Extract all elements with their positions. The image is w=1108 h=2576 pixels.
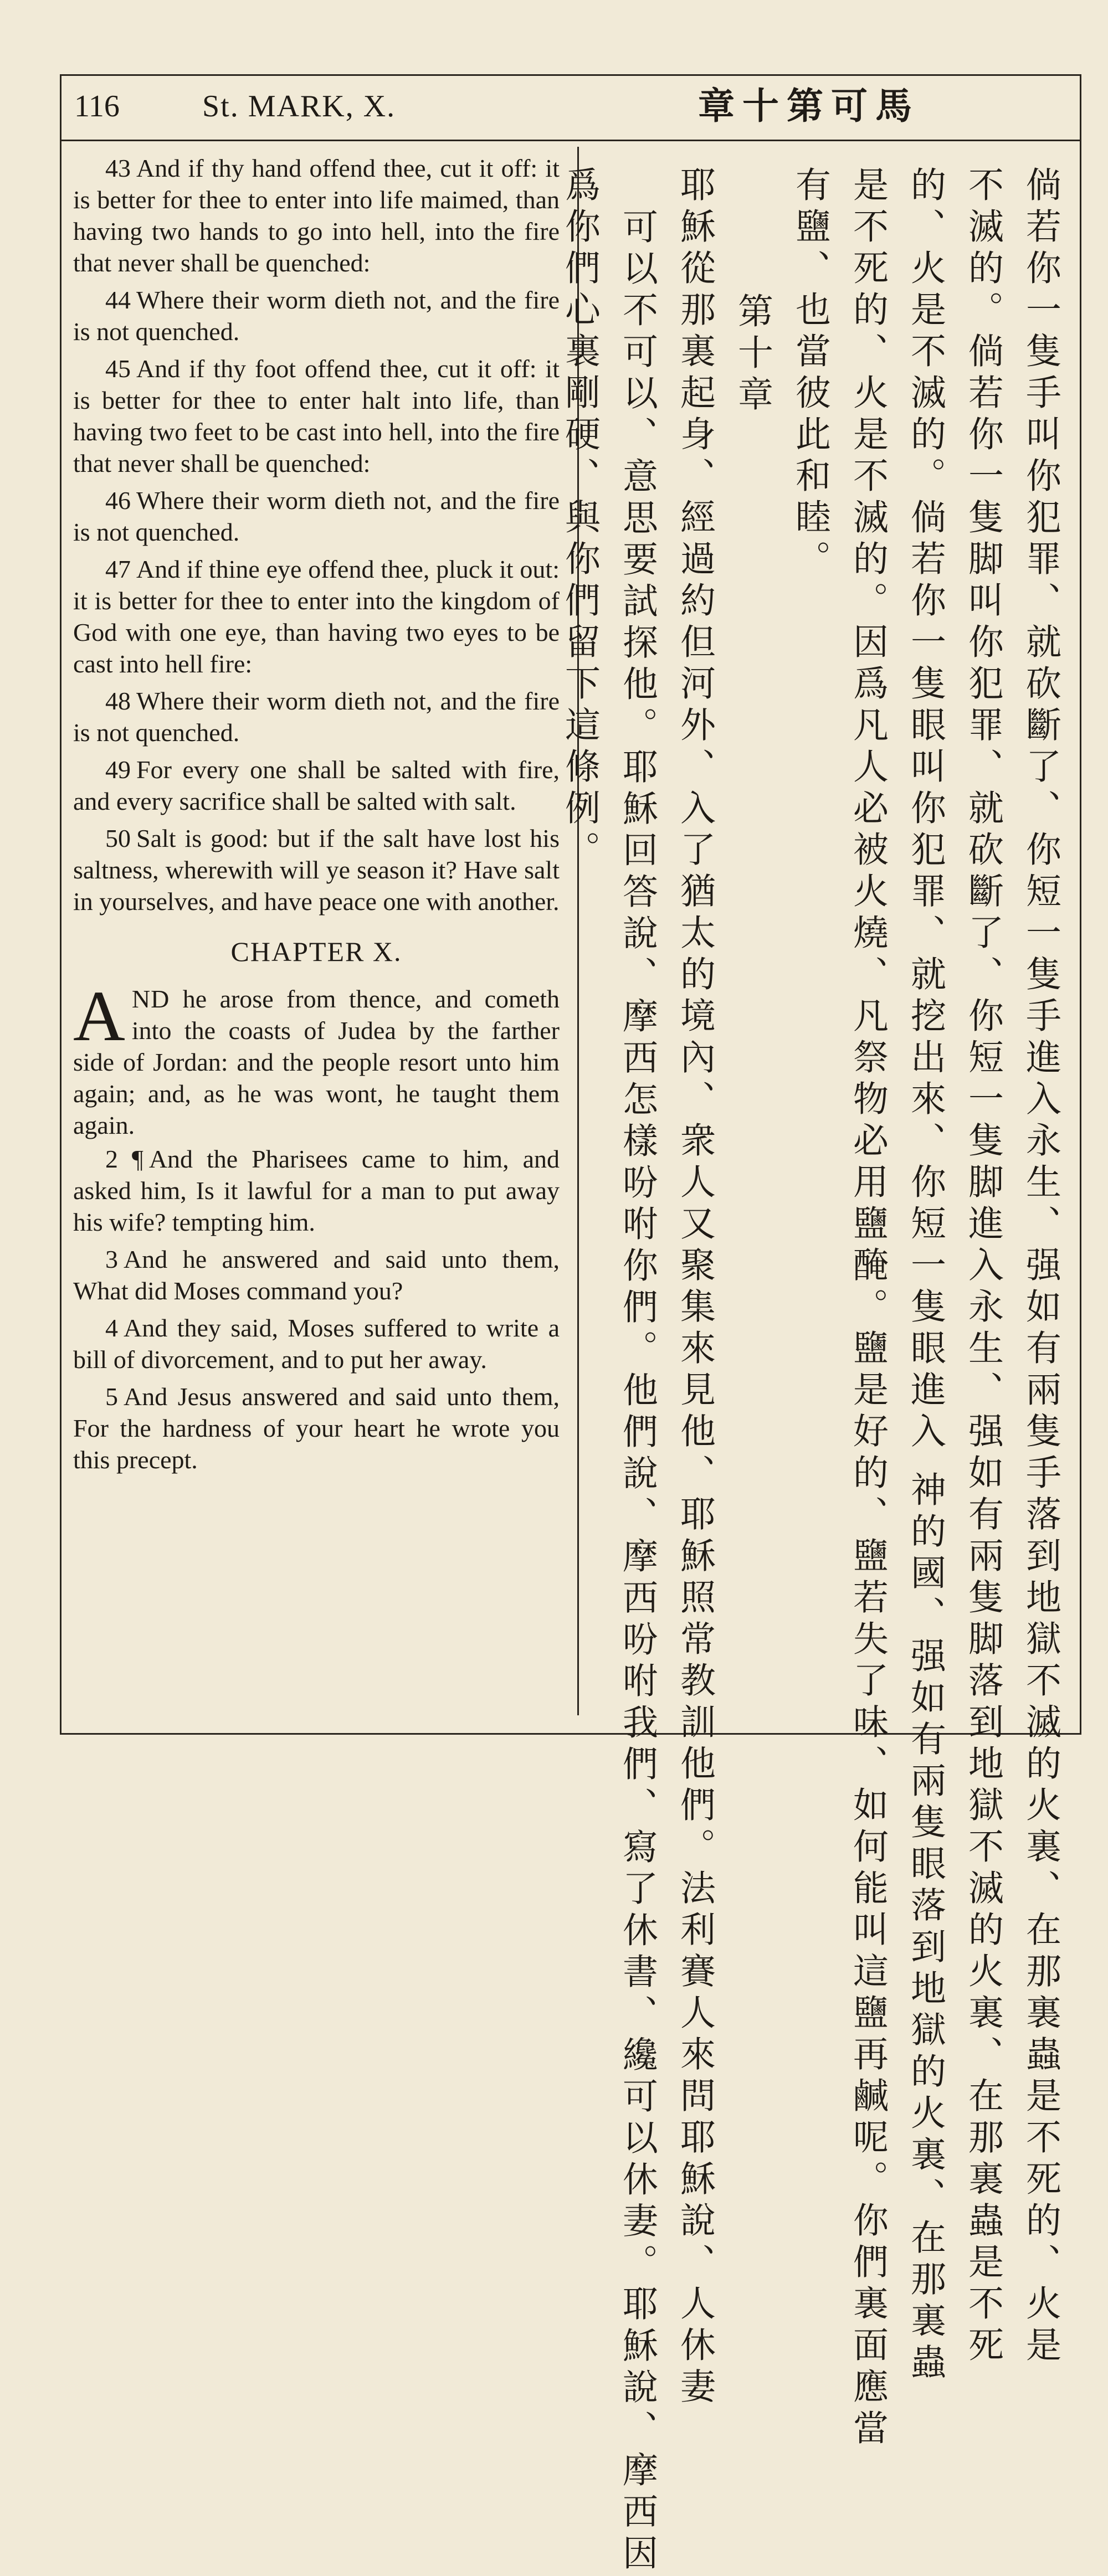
verse-text: Where their worm dieth not, and the fire is not quenched. <box>73 286 560 346</box>
verse-text: And if thy hand offend thee, cut it off: it is better for thee to enter into life maimed, than having two hands to go into hell, into the fire that never shall be quenched: <box>73 154 560 277</box>
chapter-heading: CHAPTER X. <box>230 936 402 967</box>
verse <box>73 1381 560 1475</box>
verse-text: And if thine eye offend thee, pluck it out: it is better for thee to enter into the kingdom of God with one eye, than having two eyes to be cast into hell fire: <box>73 555 560 678</box>
verse-number: 44 <box>105 286 131 314</box>
verse-text: For every one shall be salted with fire, and every sacrifice shall be salted with salt. <box>73 755 560 815</box>
verse-text: Where their worm dieth not, and the fire is not quenched. <box>73 486 560 546</box>
verse-number: 48 <box>105 687 131 715</box>
verse-number: 46 <box>105 486 131 515</box>
verse-number: 50 <box>105 824 131 852</box>
header-rule <box>60 140 1081 141</box>
verse <box>73 822 560 917</box>
chinese-chapter-heading: 第十章 <box>732 292 773 417</box>
drop-cap: A <box>73 976 125 1056</box>
opening-verse <box>73 976 560 1141</box>
running-head: St. MARK, X. <box>202 89 396 124</box>
verse-number: 49 <box>105 755 131 784</box>
verse-number: 3 <box>105 1245 118 1273</box>
verse <box>73 353 560 479</box>
verse-number: 4 <box>105 1314 118 1342</box>
verse-text: And if thy foot offend thee, cut it off: it is better for thee to enter halt into life, than having two feet to be cast into hell, into the fire that never shall be quenched: <box>73 354 560 477</box>
verse-number: 43 <box>105 154 131 182</box>
chinese-line: 倘若你一隻手叫你犯罪、就砍斷了、你短一隻手進入永生、强如有兩隻手落到地獄不滅的火裏、在那裏蟲是不死的、火是 <box>1020 166 1061 2368</box>
verse <box>73 685 560 748</box>
verse-text: he arose from thence, and cometh into the coasts of Judea by the farther side of Jordan: and the people resort unto him again; and, as he was wont, he taught them again. <box>73 985 560 1139</box>
chinese-column <box>559 166 1069 2576</box>
chinese-line: 是不死的、火是不滅的。因爲凡人必被火燒、凡祭物必用鹽醃。鹽是好的、鹽若失了味、如何能叫這鹽再鹹呢。你們裏面應當 <box>847 166 888 2451</box>
chinese-line: 有鹽、也當彼此和睦。 <box>789 166 830 582</box>
verse-number: 2 ¶ <box>105 1145 143 1173</box>
verse <box>73 754 560 817</box>
verse-text: And they said, Moses suffered to write a bill of divorcement, and to put her away. <box>73 1314 560 1374</box>
verse <box>73 1143 560 1238</box>
english-column <box>73 152 560 1720</box>
verse <box>73 152 560 279</box>
verse-number: 47 <box>105 555 131 583</box>
verse <box>73 485 560 548</box>
page-number: 116 <box>74 89 120 124</box>
chinese-line: 的、火是不滅的。倘若你一隻眼叫你犯罪、就挖出來、你短一隻眼進入 神的國、强如有兩隻眼落到地獄的火裏、在那裏蟲 <box>905 166 946 2385</box>
verse-number: 5 <box>105 1382 118 1411</box>
chinese-line: 耶穌從那裏起身、經過約但河外、入了猶太的境內、衆人又聚集來見他、耶穌照常教訓他們。法利賽人來問耶穌說、人休妻 <box>674 166 715 2409</box>
chinese-line: 爲你們心裏剛硬、與你們留下這條例。 <box>559 166 600 872</box>
verse <box>73 553 560 680</box>
verse-text: And he answered and said unto them, What did Moses command you? <box>73 1245 560 1305</box>
verse-text: And the Pharisees came to him, and asked him, Is it lawful for a man to put away his wife? tempting him. <box>73 1145 560 1236</box>
opening-lead: ND <box>131 985 170 1013</box>
verse-text: Where their worm dieth not, and the fire is not quenched. <box>73 687 560 747</box>
chinese-line: 不滅的。倘若你一隻脚叫你犯罪、就砍斷了、你短一隻脚進入永生、强如有兩隻脚落到地獄不滅的火裏、在那裏蟲是不死 <box>962 166 1003 2368</box>
running-head-chinese: 章十第可馬 <box>698 85 920 127</box>
verse-text: Salt is good: but if the salt have lost his saltness, wherewith will ye season it? Have salt in yourselves, and have peace one with another. <box>73 824 560 916</box>
verse-number: 45 <box>105 354 131 383</box>
verse-text: And Jesus answered and said unto them, For the hardness of your heart he wrote you this precept. <box>73 1382 560 1474</box>
verse <box>73 1243 560 1307</box>
verse <box>73 1312 560 1375</box>
chinese-line: 可以不可以、意思要試探他。耶穌回答說、摩西怎樣吩咐你們。他們說、摩西吩咐我們、寫了休書、纔可以休妻。耶穌說、摩西因 <box>617 208 658 2576</box>
verse <box>73 284 560 347</box>
